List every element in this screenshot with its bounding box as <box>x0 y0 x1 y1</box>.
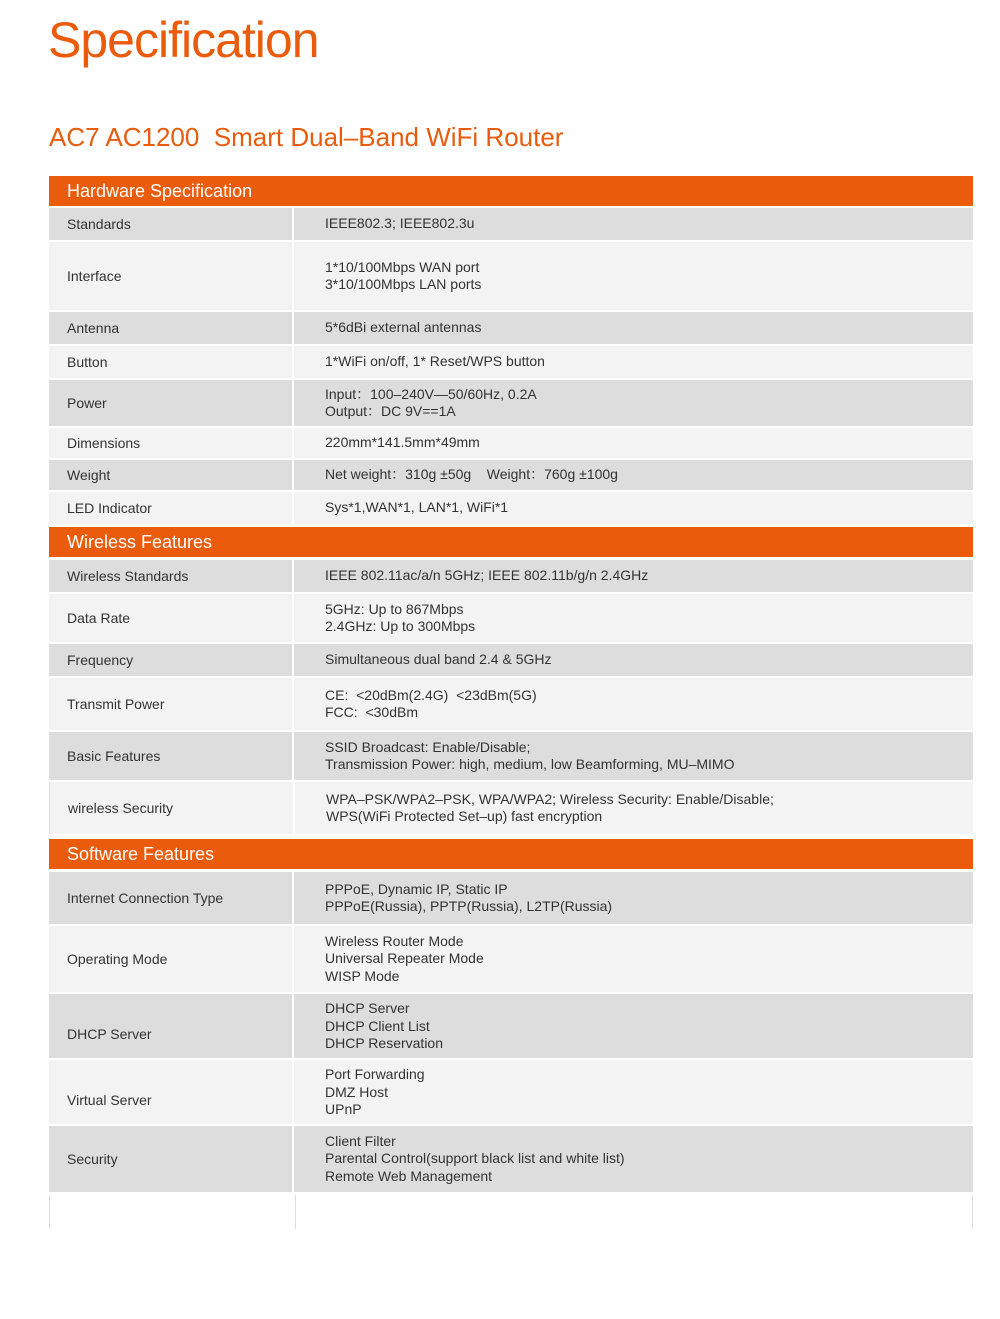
row-label: Antenna <box>49 312 294 344</box>
row-value: CE: <20dBm(2.4G) <23dBm(5G) FCC: <30dBm <box>325 686 537 720</box>
row-value: 1*WiFi on/off, 1* Reset/WPS button <box>325 353 545 370</box>
row-value: 220mm*141.5mm*49mm <box>325 434 480 451</box>
row-value: Port Forwarding DMZ Host UPnP <box>325 1066 425 1117</box>
table-row <box>49 380 973 426</box>
row-value: 1*10/100Mbps WAN port 3*10/100Mbps LAN ports <box>325 258 482 292</box>
table-row <box>49 312 973 344</box>
row-value: WPA–PSK/WPA2–PSK, WPA/WPA2; Wireless Security: Enable/Disable; WPS(WiFi Protected Set–up) fast encryption <box>326 790 774 824</box>
row-label: Standards <box>49 208 294 240</box>
row-value: Simultaneous dual band 2.4 & 5GHz <box>325 651 552 668</box>
row-value: IEEE802.3; IEEE802.3u <box>325 215 475 232</box>
row-label: wireless Security <box>50 782 295 834</box>
row-value: Input：100–240V—50/60Hz, 0.2A Output：DC 9V==1A <box>325 385 537 419</box>
table-row <box>49 242 973 310</box>
section-header-hardware: Hardware Specification <box>49 176 973 206</box>
row-value: Wireless Router Mode Universal Repeater Mode WISP Mode <box>325 932 484 984</box>
row-value: Net weight：310g ±50g Weight：760g ±100g <box>325 466 618 483</box>
table-row <box>49 782 973 834</box>
row-label: Power <box>49 380 294 426</box>
table-row <box>49 594 973 642</box>
table-row <box>49 1126 973 1192</box>
table-row <box>49 644 973 676</box>
row-label: Virtual Server <box>49 1060 294 1124</box>
table-row <box>49 732 973 780</box>
row-label: LED Indicator <box>49 492 294 524</box>
column-divider <box>295 1195 296 1229</box>
row-label: Button <box>49 346 294 378</box>
row-label: Basic Features <box>49 732 294 780</box>
row-label: Security <box>49 1126 294 1192</box>
table-row <box>49 492 973 524</box>
table-row <box>49 346 973 378</box>
row-label: Dimensions <box>49 428 294 458</box>
table-row <box>49 926 973 992</box>
row-label: DHCP Server <box>49 994 294 1058</box>
row-label: Transmit Power <box>49 678 294 730</box>
row-label: Weight <box>49 460 294 490</box>
table-row <box>49 208 973 240</box>
row-label: Interface <box>49 242 294 310</box>
row-value: SSID Broadcast: Enable/Disable; Transmission Power: high, medium, low Beamforming, MU–MIMO <box>325 738 735 772</box>
table-row <box>49 678 973 730</box>
table-row <box>49 560 973 592</box>
row-value: PPPoE, Dynamic IP, Static IP PPPoE(Russia), PPTP(Russia), L2TP(Russia) <box>325 880 613 914</box>
row-value: 5*6dBi external antennas <box>325 319 482 336</box>
product-title: AC7 AC1200 Smart Dual–Band WiFi Router <box>49 122 564 152</box>
empty-table-row <box>49 1195 973 1229</box>
table-row <box>49 994 973 1058</box>
row-label: Operating Mode <box>49 926 294 992</box>
spec-table <box>49 0 973 1319</box>
section-header-software: Software Features <box>49 839 973 869</box>
row-value: IEEE 802.11ac/a/n 5GHz; IEEE 802.11b/g/n 2.4GHz <box>325 567 649 584</box>
table-row <box>49 428 973 458</box>
row-value: DHCP Server DHCP Client List DHCP Reservation <box>325 1000 444 1051</box>
row-label: Frequency <box>49 644 294 676</box>
page-title: Specification <box>48 12 319 68</box>
section-header-wireless: Wireless Features <box>49 527 973 557</box>
row-value: Sys*1,WAN*1, LAN*1, WiFi*1 <box>325 499 509 516</box>
row-label: Wireless Standards <box>49 560 294 592</box>
table-row <box>49 872 973 924</box>
row-value: 5GHz: Up to 867Mbps 2.4GHz: Up to 300Mbps <box>325 600 476 634</box>
row-label: Internet Connection Type <box>49 872 294 924</box>
table-row <box>49 1060 973 1124</box>
row-label: Data Rate <box>49 594 294 642</box>
table-row <box>49 460 973 490</box>
row-value: Client Filter Parental Control(support black list and white list) Remote Web Management <box>325 1132 625 1184</box>
